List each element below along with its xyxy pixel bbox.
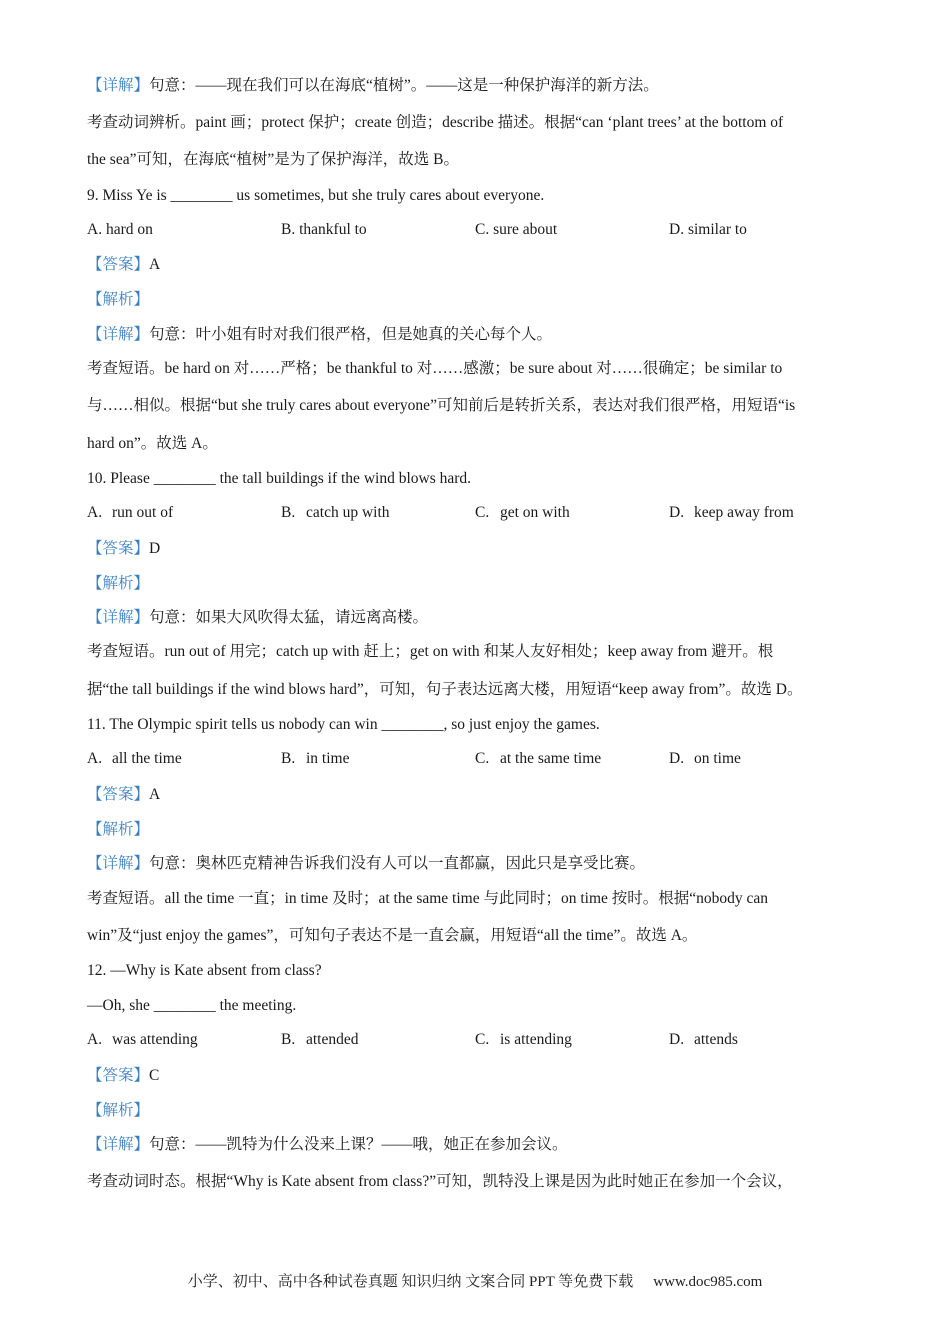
option-a: A. all the time — [87, 750, 182, 767]
q8-detail-line-3: the sea”可知，在海底“植树”是为了保护海洋，故选 B。 — [87, 151, 459, 168]
page-footer — [0, 1270, 950, 1291]
option-c: C. get on with — [475, 504, 570, 521]
question-12-detail-1: 【详解】句意：——凯特为什么没来上课？——哦，她正在参加会议。 — [87, 1136, 568, 1153]
option-c: C. at the same time — [475, 750, 602, 767]
option-d: D. attends — [669, 1031, 738, 1048]
question-12-detail-2: 考查动词时态。根据“Why is Kate absent from class?”可知，凯特没上课是因为此时她正在参加一个会议， — [87, 1173, 793, 1190]
option-a: A. was attending — [87, 1031, 198, 1048]
question-10-analysis-tag: 【解析】 — [87, 575, 150, 592]
option-d: D. keep away from — [669, 504, 794, 521]
question-9-detail-2: 考查短语。be hard on 对……严格；be thankful to 对……感激；be sure about 对……很确定；be similar to — [87, 360, 783, 377]
question-10-detail-1: 【详解】句意：如果大风吹得太猛，请远离高楼。 — [87, 609, 429, 626]
question-11-stem: 11. The Olympic spirit tells us nobody can win ________, so just enjoy the games. — [87, 716, 600, 733]
option-b: B. attended — [281, 1031, 359, 1048]
question-11-answer: 【答案】A — [87, 786, 161, 803]
question-9-analysis-tag: 【解析】 — [87, 291, 150, 308]
question-9-detail-3: 与……相似。根据“but she truly cares about everyone”可知前后是转折关系，表达对我们很严格，用短语“is — [87, 397, 796, 414]
question-12-stem: 12. —Why is Kate absent from class? — [87, 962, 322, 979]
question-9-answer: 【答案】A — [87, 256, 161, 273]
question-11-detail-2: 考查短语。all the time 一直；in time 及时；at the same time 与此同时；on time 按时。根据“nobody can — [87, 890, 769, 907]
question-9-detail-4: hard on”。故选 A。 — [87, 435, 218, 452]
detail-tag: 【详解】 — [87, 77, 150, 94]
q8-detail-line-2: 考查动词辨析。paint 画；protect 保护；create 创造；describe 描述。根据“can ‘plant trees’ at the bottom of — [87, 114, 784, 131]
question-12-analysis-tag: 【解析】 — [87, 1102, 150, 1119]
question-10-stem: 10. Please ________ the tall buildings if the wind blows hard. — [87, 470, 472, 487]
option-b: B. in time — [281, 750, 350, 767]
question-12-answer: 【答案】C — [87, 1067, 160, 1084]
footer-text: 小学、初中、高中各种试卷真题 知识归纳 文案合同 PPT 等免费下载 — [187, 1274, 634, 1290]
option-c: C. sure about — [475, 221, 558, 238]
question-9-detail-1: 【详解】句意：叶小姐有时对我们很严格，但是她真的关心每个人。 — [87, 326, 553, 343]
option-a: A. run out of — [87, 504, 174, 521]
option-b: B. thankful to — [281, 221, 367, 238]
option-d: D. similar to — [669, 221, 747, 238]
question-11-analysis-tag: 【解析】 — [87, 821, 150, 838]
q8-detail-line-1: 【详解】句意：——现在我们可以在海底“植树”。——这是一种保护海洋的新方法。 — [87, 77, 659, 94]
option-a: A. hard on — [87, 221, 153, 238]
question-10-detail-2: 考查短语。run out of 用完；catch up with 赶上；get on with 和某人友好相处；keep away from 避开。根 — [87, 643, 774, 660]
question-10-detail-3: 据“the tall buildings if the wind blows hard”，可知，句子表达远离大楼，用短语“keep away from”。故选 D。 — [87, 681, 803, 698]
option-b: B. catch up with — [281, 504, 390, 521]
question-11-detail-3: win”及“just enjoy the games”，可知句子表达不是一直会赢，用短语“all the time”。故选 A。 — [87, 927, 698, 944]
question-11-detail-1: 【详解】句意：奥林匹克精神告诉我们没有人可以一直都赢，因此只是享受比赛。 — [87, 855, 646, 872]
option-c: C. is attending — [475, 1031, 572, 1048]
question-9-stem: 9. Miss Ye is ________ us sometimes, but she truly cares about everyone. — [87, 187, 545, 204]
question-10-answer: 【答案】D — [87, 540, 161, 557]
footer-url[interactable]: www.doc985.com — [653, 1274, 763, 1290]
question-12-stem-2: —Oh, she ________ the meeting. — [87, 997, 297, 1014]
option-d: D. on time — [669, 750, 741, 767]
